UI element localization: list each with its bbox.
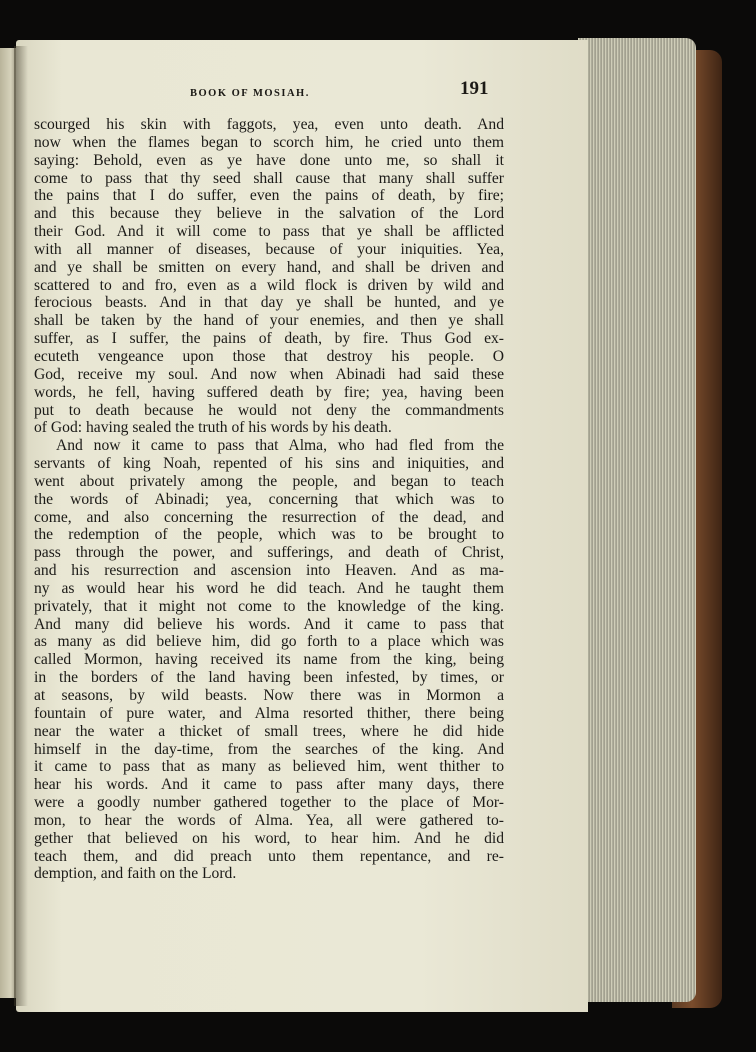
running-title: BOOK OF MOSIAH. [190, 88, 310, 99]
text-line: scourged his skin with faggots, yea, even unto death. And [34, 116, 504, 133]
paragraph-start-line: And now it came to pass that Alma, who had fled from the [56, 437, 504, 455]
text-line: at seasons, by wild beasts. Now there was in Mormon a [34, 687, 504, 704]
text-line: it came to pass that as many as believed him, went thither to [34, 758, 504, 776]
text-line: shall be taken by the hand of your enemies, and then ye shall [34, 312, 504, 330]
text-line: ferocious beasts. And in that day ye shall be hunted, and ye [34, 294, 504, 312]
text-line: And many did believe his words. And it came to pass that [34, 615, 504, 633]
text-line: himself in the day-time, from the searches of the king. And [34, 740, 504, 758]
text-line: the words of Abinadi; yea, concerning that which was to [34, 490, 504, 508]
text-line: the redemption of the people, which was to be brought to [34, 526, 504, 544]
text-line: words, he fell, having suffered death by fire; yea, having been [34, 383, 504, 401]
text-line: scattered to and fro, even as a wild flock is driven by wild and [34, 276, 504, 294]
text-line: now when the flames began to scorch him, he cried unto them [34, 133, 504, 151]
text-line: went about privately among the people, and began to teach [34, 472, 504, 490]
text-line: servants of king Noah, repented of his sins and iniquities, and [34, 455, 504, 473]
text-line: come, and also concerning the resurrection of the dead, and [34, 508, 504, 526]
text-line: ecuteth vengeance upon those that destroy his people. O [34, 347, 504, 365]
text-line: saying: Behold, even as ye have done unto me, so shall it [34, 151, 504, 169]
text-line: put to death because he would not deny the commandments [34, 401, 504, 419]
text-line: privately, that it might not come to the knowledge of the king. [34, 597, 504, 615]
text-line: God, receive my soul. And now when Abinadi had said these [34, 365, 504, 383]
page-edges [578, 38, 696, 1002]
text-line: pass through the power, and sufferings, and death of Christ, [34, 544, 504, 562]
text-line: teach them, and did preach unto them repentance, and re- [34, 847, 504, 865]
text-line: were a goodly number gathered together to the place of Mor- [34, 794, 504, 812]
text-line: with all manner of diseases, because of your iniquities. Yea, [34, 240, 504, 258]
text-line: come to pass that thy seed shall cause that many shall suffer [34, 169, 504, 187]
text-line: near the water a thicket of small trees, where he did hide [34, 722, 504, 740]
text-line: fountain of pure water, and Alma resorted thither, there being [34, 704, 504, 722]
text-line: ny as would hear his word he did teach. And he taught them [34, 579, 504, 597]
text-line: suffer, as I suffer, the pains of death, by fire. Thus God ex- [34, 330, 504, 348]
text-line: their God. And it will come to pass that ye shall be afflicted [34, 223, 504, 241]
text-line: gether that believed on his word, to hear him. And he did [34, 829, 504, 847]
text-line: and this because they believe in the salvation of the Lord [34, 205, 504, 223]
text-line: and ye shall be smitten on every hand, and shall be driven and [34, 258, 504, 276]
spine-gutter [14, 46, 28, 1006]
text-line: the pains that I do suffer, even the pains of death, by fire; [34, 187, 504, 205]
text-line: of God: having sealed the truth of his words by his death. [34, 419, 392, 437]
text-line: called Mormon, having received its name from the king, being [34, 651, 504, 669]
text-line: in the borders of the land having been infested, by times, or [34, 669, 504, 687]
text-line: and his resurrection and ascension into Heaven. And as ma- [34, 562, 504, 580]
text-line: demption, and faith on the Lord. [34, 865, 237, 883]
page-body-text [34, 116, 504, 883]
text-line: hear his words. And it came to pass after many days, there [34, 776, 504, 794]
text-line: mon, to hear the words of Alma. Yea, all were gathered to- [34, 811, 504, 829]
page-number: 191 [460, 78, 489, 99]
text-line: as many as did believe him, did go forth to a place which was [34, 633, 504, 651]
